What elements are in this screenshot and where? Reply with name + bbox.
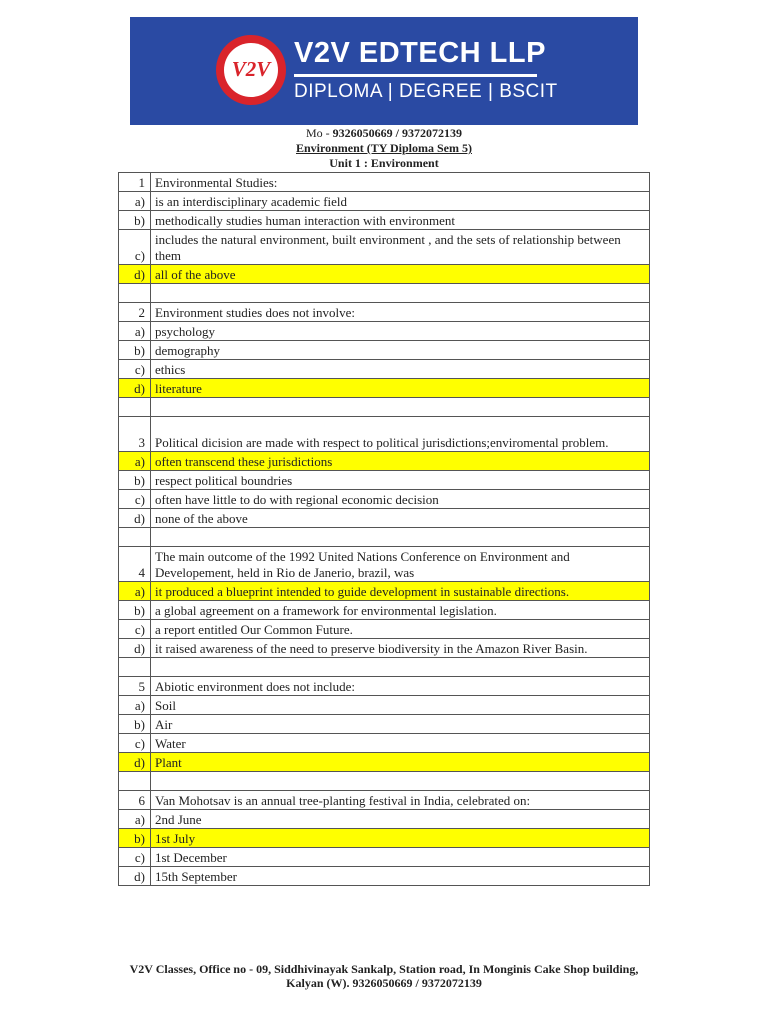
option-row <box>119 810 650 829</box>
question-number: 2 <box>119 303 151 322</box>
option-text: it raised awareness of the need to preserve biodiversity in the Amazon River Basin. <box>151 639 650 658</box>
correct-option-row <box>119 829 650 848</box>
option-text: psychology <box>151 322 650 341</box>
option-label: d) <box>119 265 151 284</box>
option-label: a) <box>119 452 151 471</box>
option-label: b) <box>119 601 151 620</box>
option-label: d) <box>119 509 151 528</box>
question-row <box>119 547 650 582</box>
question-text: Abiotic environment does not include: <box>151 677 650 696</box>
option-label: b) <box>119 341 151 360</box>
option-text: a report entitled Our Common Future. <box>151 620 650 639</box>
option-row <box>119 620 650 639</box>
option-row <box>119 360 650 379</box>
logo-text: V2V <box>231 57 271 81</box>
footer-line-1: V2V Classes, Office no - 09, Siddhivinayak Sankalp, Station road, In Monginis Cake Shop building, <box>129 962 639 976</box>
option-label: a) <box>119 582 151 601</box>
mcq-table <box>118 172 650 886</box>
option-row <box>119 848 650 867</box>
option-text: ethics <box>151 360 650 379</box>
question-number: 3 <box>119 417 151 452</box>
option-label: b) <box>119 211 151 230</box>
option-label: c) <box>119 230 151 265</box>
option-text: all of the above <box>151 265 650 284</box>
option-row <box>119 341 650 360</box>
option-row <box>119 192 650 211</box>
option-label: b) <box>119 471 151 490</box>
question-row <box>119 677 650 696</box>
correct-option-row <box>119 379 650 398</box>
question-text: The main outcome of the 1992 United Nations Conference on Environment and Developement, held in Rio de Janerio, brazil, was <box>151 547 650 582</box>
option-text: it produced a blueprint intended to guide development in sustainable directions. <box>151 582 650 601</box>
option-text: 15th September <box>151 867 650 886</box>
question-row <box>119 303 650 322</box>
option-text: respect political boundries <box>151 471 650 490</box>
mobile-numbers: 9326050669 / 9372072139 <box>332 126 462 140</box>
option-text: 2nd June <box>151 810 650 829</box>
question-row <box>119 791 650 810</box>
option-label: c) <box>119 734 151 753</box>
option-label: b) <box>119 715 151 734</box>
option-label: c) <box>119 360 151 379</box>
option-row <box>119 322 650 341</box>
mobile-label: Mo - <box>305 126 333 140</box>
spacer-row <box>119 284 650 303</box>
option-text: Plant <box>151 753 650 772</box>
option-text: includes the natural environment, built environment , and the sets of relationship between them <box>151 230 650 265</box>
spacer-row <box>119 398 650 417</box>
option-label: a) <box>119 696 151 715</box>
question-text: Environment studies does not involve: <box>151 303 650 322</box>
question-number: 6 <box>119 791 151 810</box>
subject-title: Environment (TY Diploma Sem 5) <box>295 141 472 155</box>
spacer-row <box>119 772 650 791</box>
option-text: Soil <box>151 696 650 715</box>
option-label: b) <box>119 829 151 848</box>
question-number: 4 <box>119 547 151 582</box>
option-label: c) <box>119 848 151 867</box>
option-row <box>119 696 650 715</box>
option-row <box>119 715 650 734</box>
unit-title: Unit 1 : Environment <box>329 156 439 170</box>
correct-option-row <box>119 582 650 601</box>
option-text: none of the above <box>151 509 650 528</box>
option-label: d) <box>119 639 151 658</box>
option-text: demography <box>151 341 650 360</box>
option-text: Air <box>151 715 650 734</box>
spacer-row <box>119 658 650 677</box>
option-label: d) <box>119 867 151 886</box>
option-text: a global agreement on a framework for environmental legislation. <box>151 601 650 620</box>
question-number: 1 <box>119 173 151 192</box>
option-row <box>119 471 650 490</box>
question-text: Van Mohotsav is an annual tree-planting festival in India, celebrated on: <box>151 791 650 810</box>
option-text: Water <box>151 734 650 753</box>
option-row <box>119 601 650 620</box>
option-row <box>119 211 650 230</box>
option-text: is an interdisciplinary academic field <box>151 192 650 211</box>
option-row <box>119 867 650 886</box>
option-label: c) <box>119 490 151 509</box>
question-number: 5 <box>119 677 151 696</box>
option-label: d) <box>119 753 151 772</box>
option-text: literature <box>151 379 650 398</box>
option-text: 1st December <box>151 848 650 867</box>
question-text: Environmental Studies: <box>151 173 650 192</box>
brand-banner <box>130 17 638 125</box>
correct-option-row <box>119 265 650 284</box>
option-row <box>119 639 650 658</box>
footer-line-2: Kalyan (W). 9326050669 / 9372072139 <box>286 976 482 990</box>
footer-address <box>0 962 768 990</box>
option-row <box>119 509 650 528</box>
question-row <box>119 417 650 452</box>
option-row <box>119 734 650 753</box>
question-text: Political dicision are made with respect to political jurisdictions;enviromental problem. <box>151 417 650 452</box>
brand-divider <box>294 74 537 77</box>
option-text: often transcend these jurisdictions <box>151 452 650 471</box>
correct-option-row <box>119 753 650 772</box>
option-row <box>119 230 650 265</box>
option-row <box>119 490 650 509</box>
spacer-row <box>119 528 650 547</box>
option-label: a) <box>119 192 151 211</box>
option-label: d) <box>119 379 151 398</box>
option-label: c) <box>119 620 151 639</box>
v2v-logo <box>216 35 286 105</box>
option-text: methodically studies human interaction with environment <box>151 211 650 230</box>
question-row <box>119 173 650 192</box>
option-text: often have little to do with regional economic decision <box>151 490 650 509</box>
option-label: a) <box>119 322 151 341</box>
brand-tagline: DIPLOMA | DEGREE | BSCIT <box>294 81 558 102</box>
option-text: 1st July <box>151 829 650 848</box>
brand-title: V2V EDTECH LLP <box>294 37 546 69</box>
correct-option-row <box>119 452 650 471</box>
option-label: a) <box>119 810 151 829</box>
contact-line <box>0 126 768 141</box>
